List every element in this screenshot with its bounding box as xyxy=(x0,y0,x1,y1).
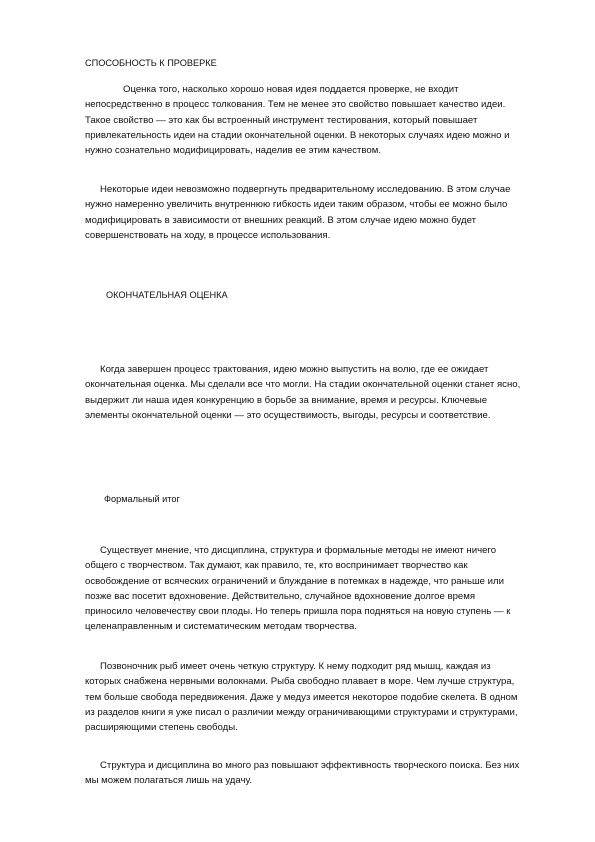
heading-final-evaluation: ОКОНЧАТЕЛЬНАЯ ОЦЕНКА xyxy=(106,290,228,300)
paragraph-formal-summary-1: Существует мнение, что дисциплина, структура и формальные методы не имеют ничего общего с творчеством. Так думают, как правило, те, кто воспринимает творчество как освобождение от всяческих ограничений и блуждание в потемках в надежде, что раньше или позже вас посетит вдохновение. Действительно, случайное вдохновение долгое время приносило человечеству свои плоды. Но теперь пришла пора подняться на новую ступень — к целенаправленным и систематическим методам творчества. xyxy=(85,545,511,633)
paragraph-testability-1: Оценка того, насколько хорошо новая идея поддается проверке, не входит непосредственно в процесс толкования. Тем не менее это свойство повышает качество идеи. Такое свойство — это как бы встроенный инструмент тестирования, который повышает привлекательность идеи на стадии окончательной оценки. В некоторых случаях идею можно и нужно сознательно модифицировать, наделив ее этим качеством. xyxy=(85,84,510,157)
paragraph-final-evaluation-1: Когда завершен процесс трактования, идею можно выпустить на волю, где ее ожидает окончательная оценка. Мы сделали все что могли. На стадии окончательной оценки станет ясно, выдержит ли наша идея конкуренцию в борьбе за внимание, время и ресурсы. Ключевые элементы окончательной оценки — это осуществимость, выгоды, ресурсы и соответствие. xyxy=(85,364,521,421)
paragraph-formal-summary-2: Позвоночник рыб имеет очень четкую структуру. К нему подходит ряд мышц, каждая из которых снабжена нервными волокнами. Рыба свободно плавает в море. Чем лучше структура, тем больше свобода передвижения. Даже у медуз имеется некоторое подобие скелета. В одном из разделов книги я уже писал о различии между ограничивающими структурами и структурами, расширяющими степень свободы. xyxy=(85,661,518,734)
paragraph-testability-2: Некоторые идеи невозможно подвергнуть предварительному исследованию. В этом случае нужно намеренно увеличить внутреннюю гибкость идеи таким образом, чтобы ее можно было модифицировать в зависимости от внешних реакций. В этом случае идею можно будет совершенствовать на ходу, в процессе использования. xyxy=(85,184,511,241)
paragraph-formal-summary-3: Структура и дисциплина во много раз повышают эффективность творческого поиска. Без них мы можем полагаться лишь на удачу. xyxy=(85,760,520,787)
heading-formal-summary: Формальный итог xyxy=(104,494,180,504)
heading-testability: СПОСОБНОСТЬ К ПРОВЕРКЕ xyxy=(85,58,217,68)
